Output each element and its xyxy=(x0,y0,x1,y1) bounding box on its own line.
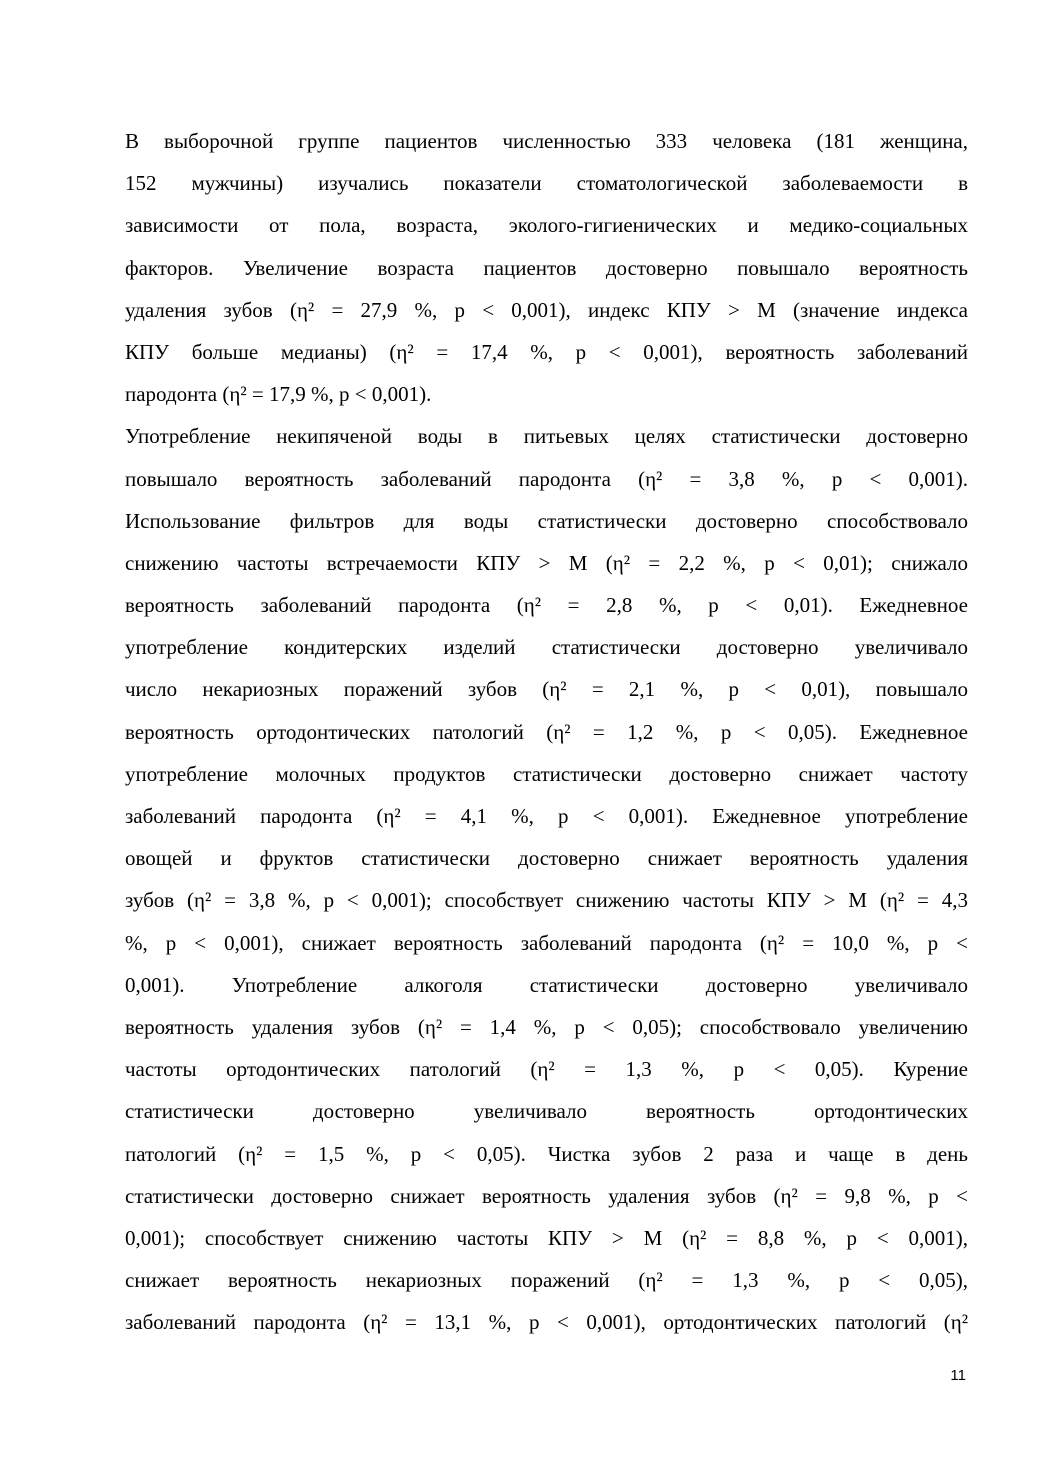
text-line: заболеваний пародонта (η² = 13,1 %, p < 0,001), ортодонтических патологий (η² xyxy=(125,1310,968,1335)
text-line: заболеваний пародонта (η² = 4,1 %, p < 0,001). Ежедневное употребление xyxy=(125,804,968,828)
text-line: пародонта (η² = 17,9 %, p < 0,001). xyxy=(125,382,432,407)
text-line: статистически достоверно снижает вероятность удаления зубов (η² = 9,8 %, p < xyxy=(125,1183,968,1208)
paragraph-1 xyxy=(125,120,968,415)
text-line: 0,001); способствует снижению частоты КПУ > М (η² = 8,8 %, p < 0,001), xyxy=(125,1225,968,1250)
text-line: употребление молочных продуктов статистически достоверно снижает частоту xyxy=(125,761,968,786)
text-line: вероятность удаления зубов (η² = 1,4 %, p < 0,05); способствовало увеличению xyxy=(125,1014,968,1039)
text-line: вероятность ортодонтических патологий (η² = 1,2 %, p < 0,05). Ежедневное xyxy=(125,719,968,744)
paragraph-2 xyxy=(125,415,968,1343)
text-line: Употребление некипяченой воды в питьевых целях статистически достоверно xyxy=(125,424,968,449)
text-line: зубов (η² = 3,8 %, p < 0,001); способствует снижению частоты КПУ > М (η² = 4,3 xyxy=(125,888,968,913)
text-line: снижению частоты встречаемости КПУ > М (η² = 2,2 %, p < 0,01); снижало xyxy=(125,550,968,575)
text-line: снижает вероятность некариозных поражений (η² = 1,3 %, p < 0,05), xyxy=(125,1268,968,1293)
text-line: статистически достоверно увеличивало вероятность ортодонтических xyxy=(125,1099,968,1124)
text-line: Использование фильтров для воды статистически достоверно способствовало xyxy=(125,508,968,533)
text-line: В выборочной группе пациентов численностью 333 человека (181 женщина, xyxy=(125,129,968,153)
text-line: повышало вероятность заболеваний пародонта (η² = 3,8 %, p < 0,001). xyxy=(125,466,968,491)
text-line: патологий (η² = 1,5 %, p < 0,05). Чистка зубов 2 раза и чаще в день xyxy=(125,1141,968,1166)
text-line: КПУ больше медианы) (η² = 17,4 %, p < 0,001), вероятность заболеваний xyxy=(125,339,968,364)
text-line: %, p < 0,001), снижает вероятность заболеваний пародонта (η² = 10,0 %, p < xyxy=(125,930,968,955)
text-line: факторов. Увеличение возраста пациентов достоверно повышало вероятность xyxy=(125,255,968,280)
text-line: употребление кондитерских изделий статистически достоверно увеличивало xyxy=(125,635,968,660)
text-line: вероятность заболеваний пародонта (η² = 2,8 %, p < 0,01). Ежедневное xyxy=(125,593,968,618)
text-line: зависимости от пола, возраста, эколого-гигиенических и медико-социальных xyxy=(125,213,968,238)
document-page xyxy=(125,120,968,1343)
text-line: 0,001). Употребление алкоголя статистически достоверно увеличивало xyxy=(125,972,968,997)
text-line: частоты ортодонтических патологий (η² = 1,3 %, p < 0,05). Курение xyxy=(125,1057,968,1082)
text-line: удаления зубов (η² = 27,9 %, p < 0,001), индекс КПУ > М (значение индекса xyxy=(125,297,968,322)
text-line: овощей и фруктов статистически достоверно снижает вероятность удаления xyxy=(125,846,968,871)
page-number: 11 xyxy=(950,1367,966,1384)
text-line: число некариозных поражений зубов (η² = 2,1 %, p < 0,01), повышало xyxy=(125,677,968,702)
text-line: 152 мужчины) изучались показатели стоматологической заболеваемости в xyxy=(125,171,968,196)
